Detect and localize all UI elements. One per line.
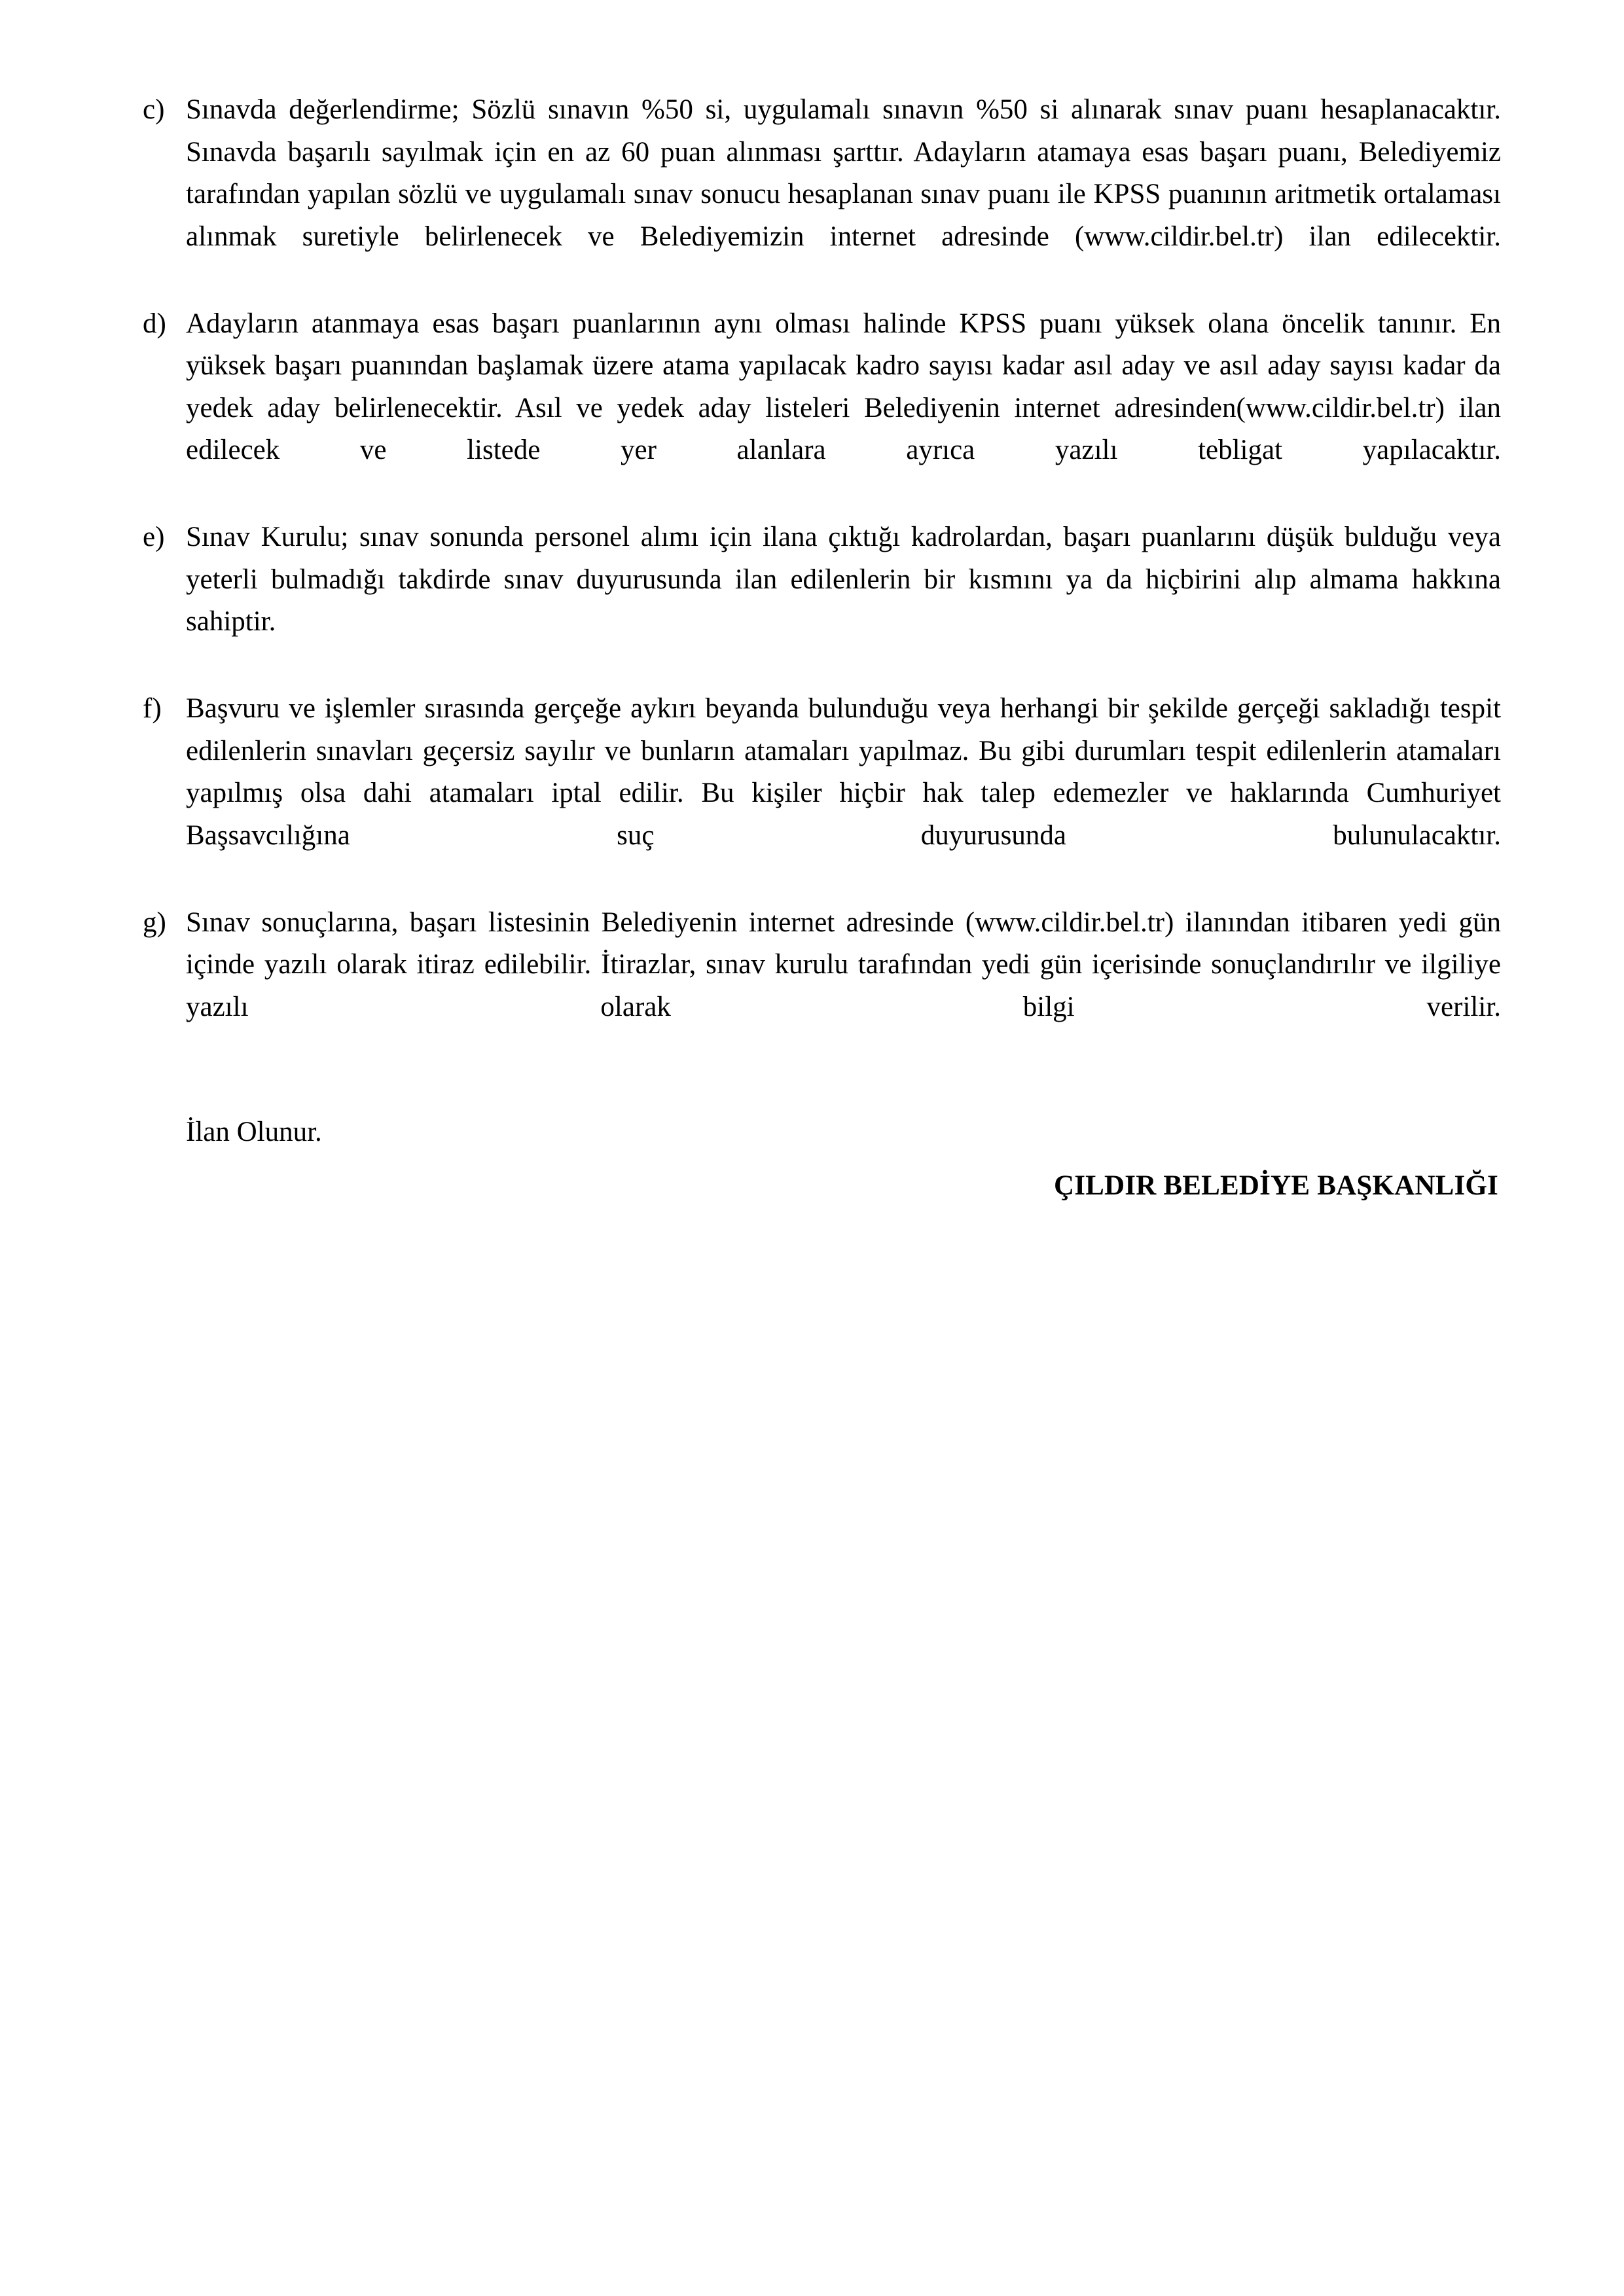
- announcement-line: İlan Olunur.: [186, 1116, 322, 1147]
- list-marker-f: f): [143, 693, 162, 724]
- list-item: [143, 303, 1501, 514]
- list-paragraph-d: Adayların atanmaya esas başarı puanlarının aynı olması halinde KPSS puanı yüksek olana öncelik tanınır. En yüksek başarı puanından başlamak üzere atama yapılacak kadro sayısı kadar asıl aday ve asıl aday sayısı kadar da yedek aday belirlenecektir. Asıl ve yedek aday listeleri Belediyenin internet adresinden(www.cildir.bel.tr) ilan edilecek ve listede yer alanlara ayrıca yazılı tebligat yapılacaktır.: [186, 308, 1501, 465]
- list-item: [143, 902, 1501, 1071]
- list-item: [143, 516, 1501, 685]
- list-marker-g: g): [143, 906, 166, 938]
- signature-authority: ÇILDIR BELEDİYE BAŞKANLIĞI: [1053, 1170, 1498, 1201]
- list-paragraph-g: Sınav sonuçlarına, başarı listesinin Belediyenin internet adresinde (www.cildir.bel.tr) ilanından itibaren yedi gün içinde yazılı olarak itiraz edilebilir. İtirazlar, sınav kurulu tarafından yedi gün içerisinde sonuçlandırılır ve ilgiliye yazılı olarak bilgi verilir.: [186, 906, 1501, 1022]
- list-paragraph-e: Sınav Kurulu; sınav sonunda personel alımı için ilana çıktığı kadrolardan, başarı puanlarını düşük bulduğu veya yeterli bulmadığı takdirde sınav duyurusunda ilan edilenlerin bir kısmını ya da hiçbirini alıp almama hakkına sahiptir.: [186, 522, 1501, 637]
- list-marker-e: e): [143, 522, 165, 552]
- lettered-list: [143, 89, 1501, 1071]
- document-body: [143, 89, 1501, 1208]
- list-marker-d: d): [143, 308, 166, 339]
- list-paragraph-f: Başvuru ve işlemler sırasında gerçeğe aykırı beyanda bulunduğu veya herhangi bir şekilde gerçeği sakladığı tespit edilenlerin sınavları geçersiz sayılır ve bunların atamaları yapılmaz. Bu gibi durumları tespit edilenlerin atamaları yapılmış olsa dahi atamaları iptal edilir. Bu kişiler hiçbir hak talep edemezler ve haklarında Cumhuriyet Başsavcılığına suç duyurusunda bulunulacaktır.: [186, 693, 1501, 851]
- list-item: [143, 688, 1501, 899]
- list-item: [143, 89, 1501, 300]
- closing-block: [143, 1111, 1501, 1208]
- list-paragraph-c: Sınavda değerlendirme; Sözlü sınavın %50 si, uygulamalı sınavın %50 si alınarak sınav puanı hesaplanacaktır. Sınavda başarılı sayılmak için en az 60 puan alınması şarttır. Adayların atamaya esas başarı puanı, Belediyemiz tarafından yapılan sözlü ve uygulamalı sınav sonucu hesaplanan sınav puanı ile KPSS puanının aritmetik ortalaması alınmak suretiyle belirlenecek ve Belediyemizin internet adresinde (www.cildir.bel.tr) ilan edilecektir.: [186, 94, 1501, 252]
- list-marker-c: c): [143, 94, 165, 125]
